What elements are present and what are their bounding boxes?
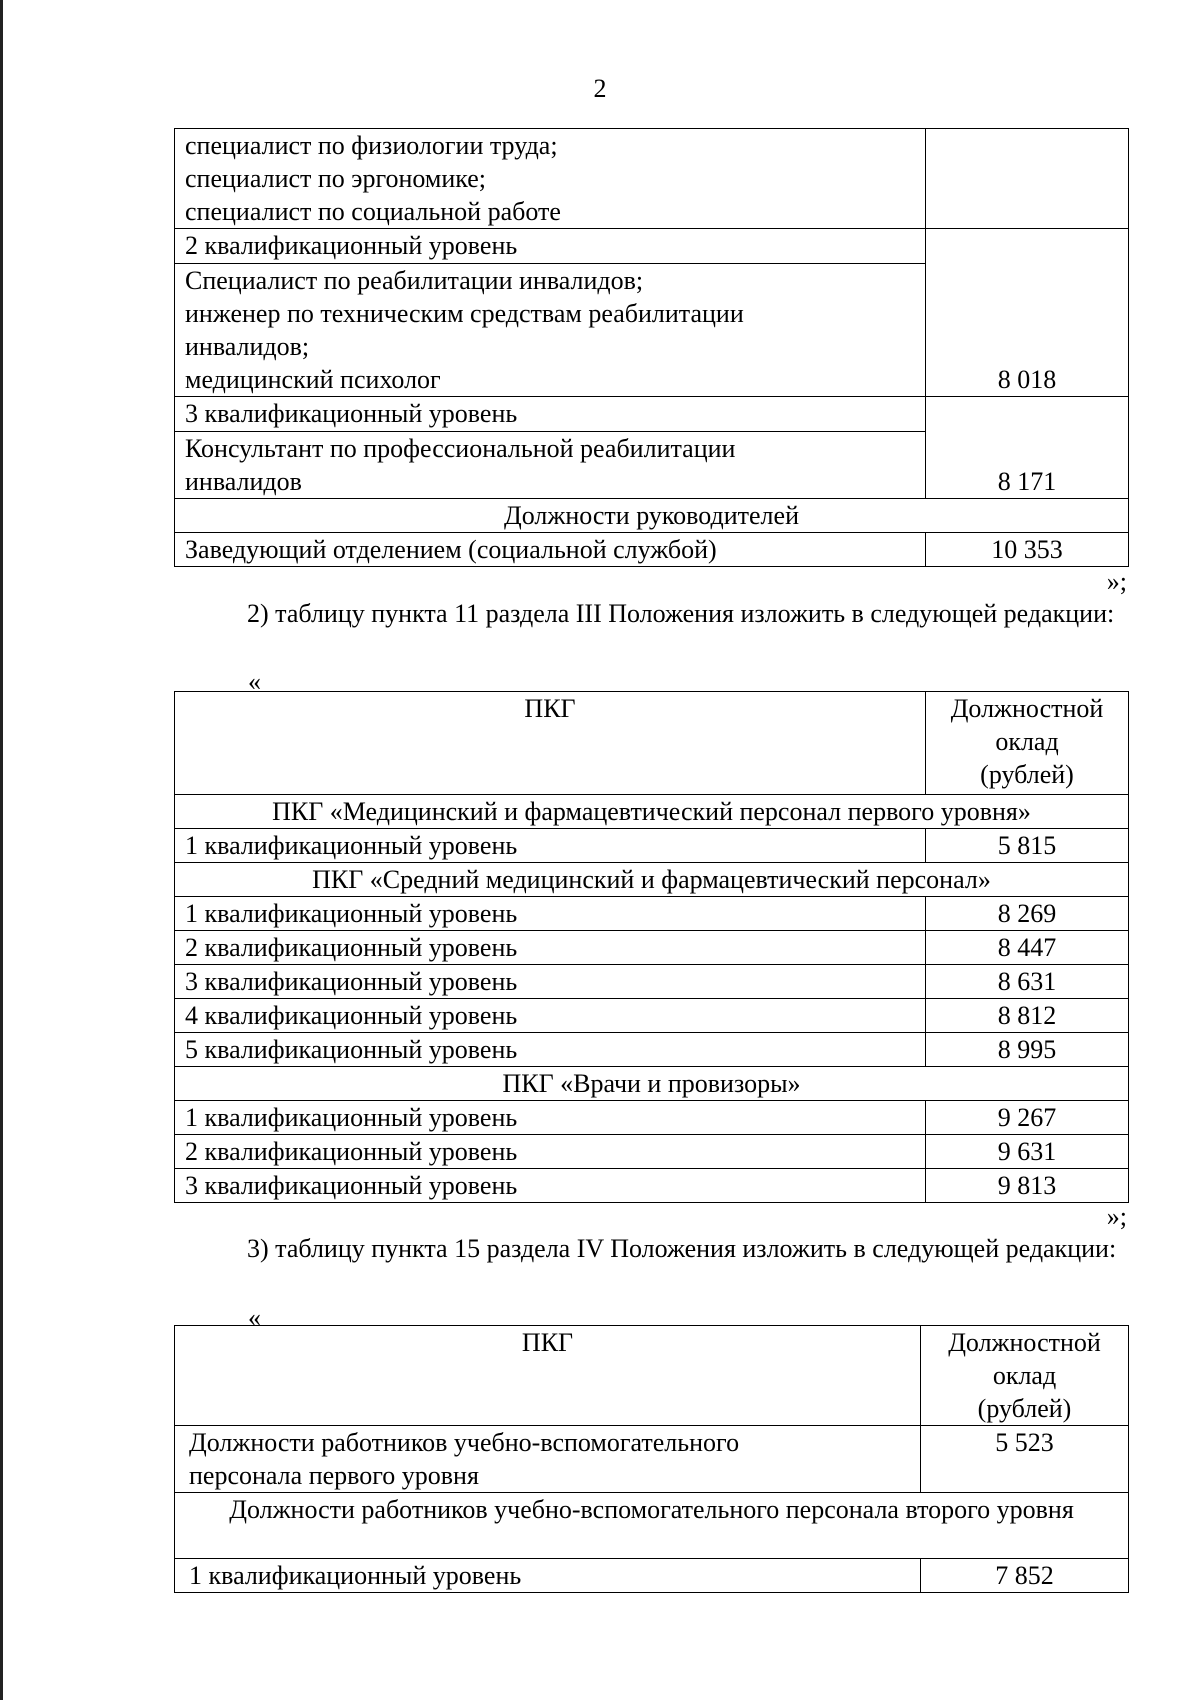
closing-quote: »; [1106, 1202, 1127, 1231]
group-heading: Должности работников учебно-вспомогательного персонала второго уровня [175, 1493, 1129, 1559]
qualification-level: 5 квалификационный уровень [175, 1033, 926, 1067]
table-row: Заведующий отделением (социальной службой) [175, 533, 926, 567]
table-row: специалист по физиологии труда; специалист по эргономике; специалист по социальной работе [175, 129, 926, 229]
opening-quote: « [248, 1303, 261, 1332]
column-header-pkg: ПКГ [175, 692, 926, 795]
qualification-level: 3 квалификационный уровень [175, 965, 926, 999]
qualification-level: 1 квалификационный уровень [175, 1559, 921, 1593]
qualification-level: 3 квалификационный уровень [175, 1169, 926, 1203]
salary-cell: 5 523 [921, 1426, 1129, 1493]
qualification-level: 2 квалификационный уровень [175, 1135, 926, 1169]
table-medical-staff [174, 691, 1129, 1203]
table-continuation [174, 128, 1129, 567]
salary-cell: 10 353 [926, 533, 1129, 567]
salary-cell: 7 852 [921, 1559, 1129, 1593]
qualification-level: 3 квалификационный уровень [175, 397, 926, 432]
table-row: Специалист по реабилитации инвалидов; инженер по техническим средствам реабилитации инвалидов; медицинский психолог [175, 264, 926, 397]
column-header-pkg: ПКГ [175, 1326, 921, 1426]
qualification-level: 2 квалификационный уровень [175, 229, 926, 264]
salary-cell: 8 995 [926, 1033, 1129, 1067]
group-heading: ПКГ «Средний медицинский и фармацевтический персонал» [175, 863, 1129, 897]
salary-cell [926, 129, 1129, 229]
group-heading: ПКГ «Медицинский и фармацевтический персонал первого уровня» [175, 795, 1129, 829]
table-teaching-support [174, 1325, 1129, 1593]
opening-quote: « [248, 667, 261, 696]
salary-cell: 9 267 [926, 1101, 1129, 1135]
table-row: Консультант по профессиональной реабилитации инвалидов [175, 432, 926, 499]
salary-cell: 5 815 [926, 829, 1129, 863]
paragraph-2: 2) таблицу пункта 11 раздела III Положения изложить в следующей редакции: [247, 599, 1115, 628]
group-heading: ПКГ «Врачи и провизоры» [175, 1067, 1129, 1101]
salary-cell: 8 171 [926, 397, 1129, 499]
qualification-level: 2 квалификационный уровень [175, 931, 926, 965]
qualification-level: 1 квалификационный уровень [175, 1101, 926, 1135]
salary-cell: 8 269 [926, 897, 1129, 931]
salary-cell: 8 447 [926, 931, 1129, 965]
page-number: 2 [593, 74, 607, 103]
salary-cell: 8 018 [926, 229, 1129, 397]
qualification-level: 1 квалификационный уровень [175, 829, 926, 863]
paragraph-3: 3) таблицу пункта 15 раздела IV Положения изложить в следующей редакции: [247, 1234, 1117, 1263]
qualification-level: 1 квалификационный уровень [175, 897, 926, 931]
scan-edge [0, 0, 3, 1700]
closing-quote: »; [1106, 567, 1127, 596]
column-header-salary: Должностной оклад (рублей) [921, 1326, 1129, 1426]
table-row: Должности работников учебно-вспомогательного персонала первого уровня [175, 1426, 921, 1493]
salary-cell: 9 631 [926, 1135, 1129, 1169]
salary-cell: 8 812 [926, 999, 1129, 1033]
section-heading: Должности руководителей [175, 499, 1129, 533]
qualification-level: 4 квалификационный уровень [175, 999, 926, 1033]
salary-cell: 8 631 [926, 965, 1129, 999]
column-header-salary: Должностной оклад (рублей) [926, 692, 1129, 795]
salary-cell: 9 813 [926, 1169, 1129, 1203]
